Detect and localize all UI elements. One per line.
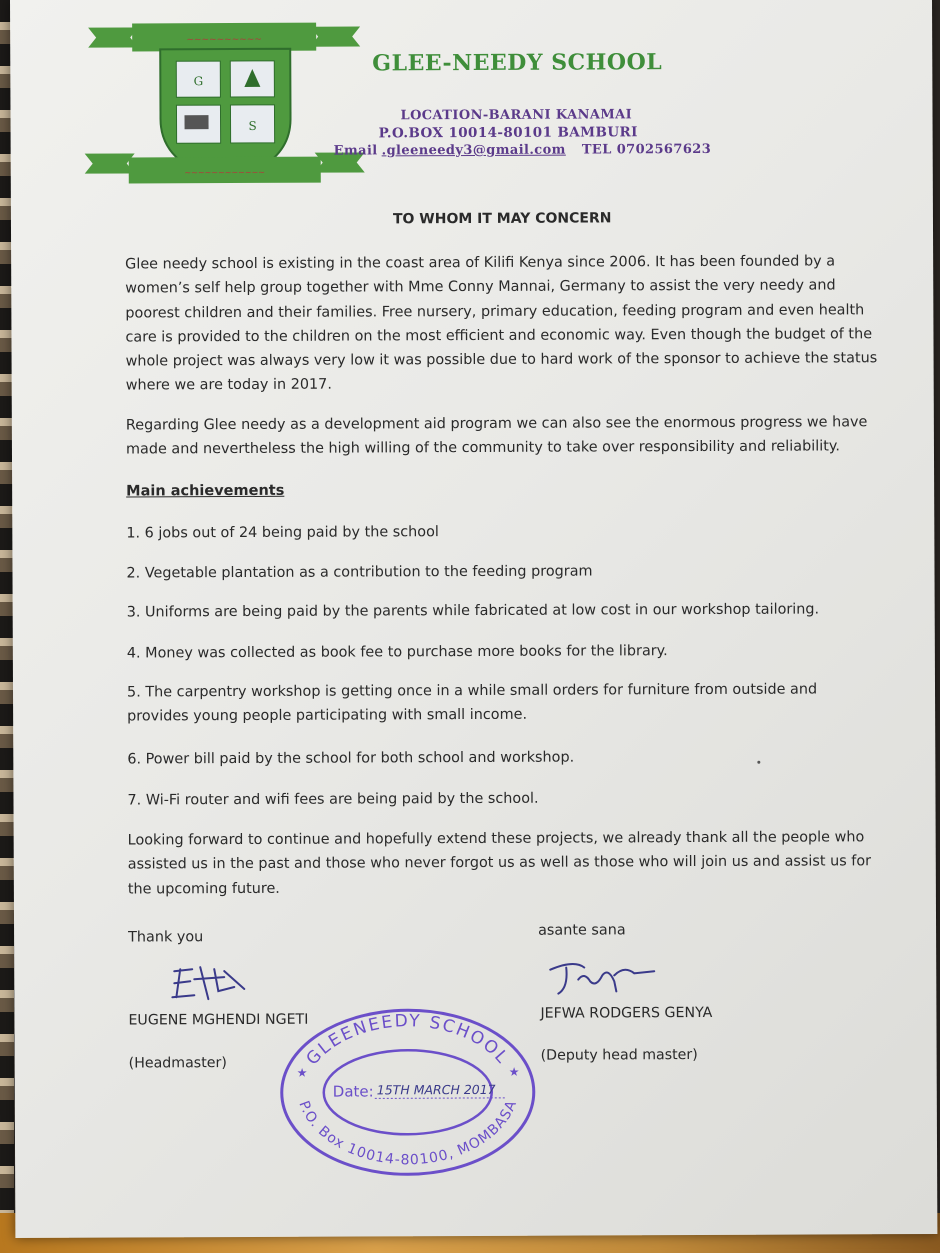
- signatory-name: JEFWA RODGERS GENYA: [540, 1004, 713, 1022]
- stamp-top-text: GLEENEEDY SCHOOL: [302, 1011, 513, 1070]
- svg-text:~~~~~~~~~~: ~~~~~~~~~~: [186, 34, 262, 46]
- stamp-bottom-text: P.O. Box 10014-80100, MOMBASA: [295, 1097, 521, 1169]
- stamp-date-value: 15TH MARCH 2017: [376, 1081, 496, 1098]
- signatory-role: (Deputy head master): [540, 1047, 698, 1064]
- school-logo: [78, 14, 371, 195]
- svg-text:GLEENEEDY SCHOOL: [302, 1011, 512, 1070]
- school-stamp: [276, 1006, 539, 1179]
- achievement-item: 4. Money was collected as book fee to purchase more books for the library.: [126, 643, 668, 662]
- email-address: .gleeneedy3@gmail.com: [381, 142, 566, 159]
- paragraph-progress: Regarding Glee needy as a development aid program we can also see the enormous progress we have made and nevertheless the high willing of the community to take over responsibility and reliability.: [125, 414, 868, 458]
- thank-you: Thank you: [128, 929, 204, 946]
- paragraph-closing: Looking forward to continue and hopefully extend these projects, we already thank all the people who assisted us in the past and those who never forgot us as well as those who will join us and assist us for the upcoming future.: [127, 829, 872, 898]
- achievement-item: 1. 6 jobs out of 24 being paid by the school: [126, 524, 439, 542]
- paper-speck: [757, 761, 760, 764]
- telephone: TEL 0702567623: [581, 141, 712, 158]
- stamp-date-label: Date:: [332, 1082, 374, 1101]
- school-name: GLEE-NEEDY SCHOOL: [372, 49, 663, 77]
- achievement-item: 7. Wi-Fi router and wifi fees are being paid by the school.: [127, 790, 539, 809]
- achievements-title: Main achievements: [126, 482, 285, 500]
- logo-letter-g: G: [193, 74, 204, 89]
- letter-page: [10, 0, 937, 1238]
- svg-text:★: ★: [296, 1065, 308, 1080]
- paragraph-intro: Glee needy school is existing in the coast area of Kilifi Kenya since 2006. It has been founded by a women’s self help group together with Mme Conny Mannai, Germany to assist the very needy and poorest children and their families. Free nursery, primary education, feeding program and even health care is provided to the children on the most efficient and economic way. Even though the budget of the whole project was always very low it was possible due to hard work of the sponsor to achieve the status where we are today in 2017.: [125, 253, 878, 394]
- achievement-item: 6. Power bill paid by the school for both school and workshop.: [127, 749, 575, 768]
- asante-sana: asante sana: [538, 922, 626, 939]
- headmaster-signature: [164, 961, 254, 1007]
- achievement-item: 2. Vegetable plantation as a contribution to the feeding program: [126, 563, 593, 582]
- logo-letter-s: S: [248, 118, 257, 133]
- school-po-box: P.O.BOX 10014-80101 BAMBURI: [378, 124, 638, 142]
- contact-line: [334, 142, 712, 159]
- signatory-name: EUGENE MGHENDI NGETI: [128, 1011, 309, 1029]
- letter-heading: TO WHOM IT MAY CONCERN: [392, 210, 612, 228]
- achievement-item: 3. Uniforms are being paid by the parents while fabricated at low cost in our workshop tailoring.: [126, 601, 820, 621]
- deputy-signature: [544, 957, 664, 1000]
- email-label: Email: [333, 143, 378, 159]
- svg-text:~~~~~~~~~~~~: ~~~~~~~~~~~~: [184, 167, 265, 178]
- achievement-item: 5. The carpentry workshop is getting once in a while small orders for furniture from outside and provides young people participating with small income.: [126, 681, 818, 725]
- svg-text:★: ★: [508, 1064, 520, 1079]
- signatory-role: (Headmaster): [128, 1055, 227, 1072]
- school-location: LOCATION-BARANI KANAMAI: [400, 107, 633, 124]
